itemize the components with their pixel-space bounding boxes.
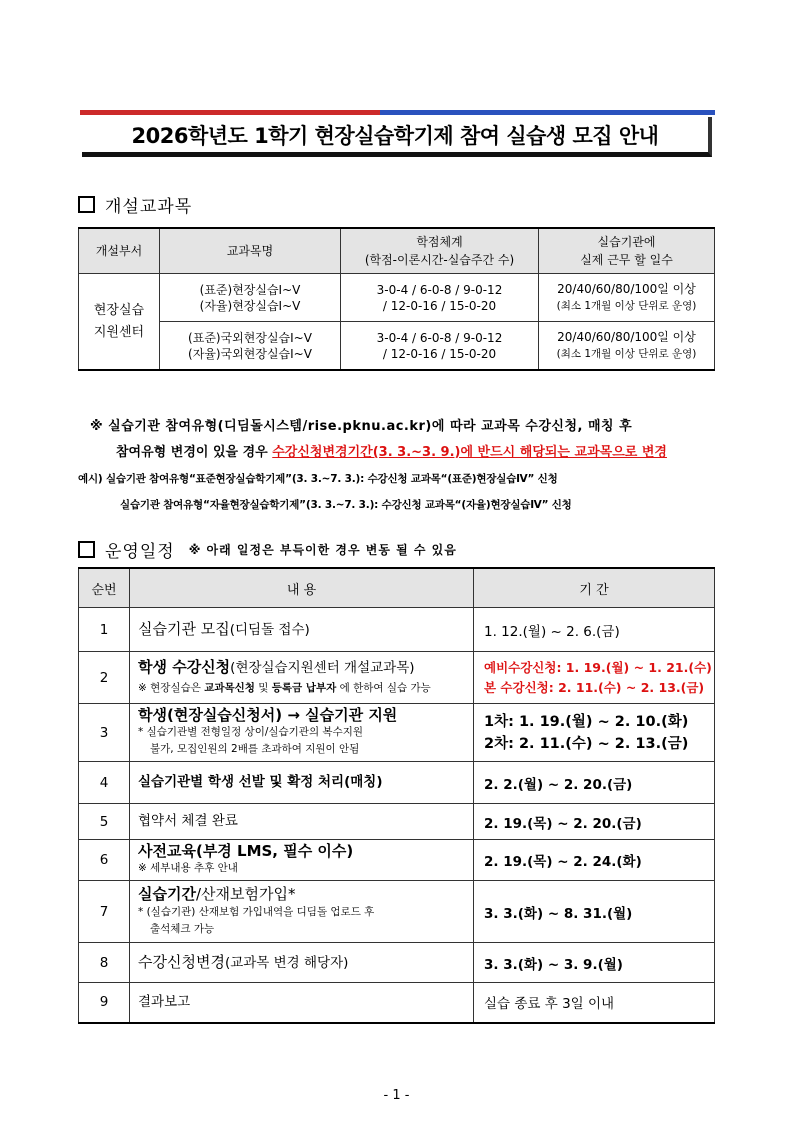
example-line1: 예시) 실습기관 참여유형“표준현장실습학기제”(3. 3.~7. 3.): 수강신청 교과목“(표준)현장실습Ⅳ” 신청 xyxy=(78,473,558,485)
credit-cell: 3-0-4 / 6-0-8 / 9-0-12 / 12-0-16 / 15-0-20 xyxy=(341,274,539,322)
table-header-row xyxy=(79,228,715,274)
table-header-row xyxy=(79,568,715,608)
header-credit: 학점체계 (학점-이론시간-실습주간 수) xyxy=(341,228,539,274)
checkbox-square-icon xyxy=(78,541,95,558)
header-content: 내 용 xyxy=(130,568,474,608)
header-num: 순번 xyxy=(79,568,130,608)
notice-line2: 참여유형 변경이 있을 경우 수강신청변경기간(3. 3.~3. 9.)에 반드시 해당되는 교과목으로 변경 xyxy=(116,445,667,460)
notice-block xyxy=(78,414,715,466)
header-period: 기 간 xyxy=(474,568,715,608)
credit-cell: 3-0-4 / 6-0-8 / 9-0-12 / 12-0-16 / 15-0-20 xyxy=(341,322,539,371)
days-cell: 20/40/60/80/100일 이상 (최소 1개월 이상 단위로 운영) xyxy=(539,274,715,322)
schedule-table xyxy=(78,567,715,1024)
title-bar-red xyxy=(80,110,380,115)
courses-table xyxy=(78,227,715,371)
table-row: 6 사전교육(부경 LMS, 필수 이수) ※ 세부내용 추후 안내 2. 19.(목) ~ 2. 24.(화) xyxy=(79,840,715,881)
dept-cell: 현장실습 지원센터 xyxy=(79,274,160,371)
table-row: 1 실습기관 모집(디딤돌 접수) 1. 12.(월) ~ 2. 6.(금) xyxy=(79,608,715,652)
table-row: 8 수강신청변경(교과목 변경 해당자) 3. 3.(화) ~ 3. 9.(월) xyxy=(79,943,715,983)
header-course: 교과목명 xyxy=(160,228,341,274)
table-row: 3 학생(현장실습신청서) → 실습기관 지원 * 실습기관별 전형일정 상이/실습기관의 복수지원 불가, 모집인원의 2배를 초과하여 지원이 안됨 1차: 1. 19.(월) ~ 2. 10.(화) 2차: 2. 11.(수) ~ 2. 13.(금) xyxy=(79,704,715,762)
header-dept: 개설부서 xyxy=(79,228,160,274)
section-schedule-heading xyxy=(78,537,457,562)
section-title: 개설교과목 xyxy=(105,197,193,217)
page-title: 2026학년도 1학기 현장실습학기제 참여 실습생 모집 안내 xyxy=(82,117,712,157)
header-days: 실습기관에 실제 근무 할 일수 xyxy=(539,228,715,274)
table-row: 4 실습기관별 학생 선발 및 확정 처리(매칭) 2. 2.(월) ~ 2. 20.(금) xyxy=(79,762,715,804)
notice-line1: ※ 실습기관 참여유형(디딤돌시스템/rise.pknu.ac.kr)에 따라 교과목 수강신청, 매칭 후 xyxy=(90,419,633,434)
table-row: 2 학생 수강신청(현장실습지원센터 개설교과목) ※ 현장실습은 교과목신청 및 등록금 납부자 에 한하여 실습 가능 예비수강신청: 1. 19.(월) ~ 1. 21.(수) 본 수강신청: 2. 11.(수) ~ 2. 13.(금) xyxy=(79,652,715,704)
section-title: 운영일정 xyxy=(105,542,175,562)
table-row: 5 협약서 체결 완료 2. 19.(목) ~ 2. 20.(금) xyxy=(79,804,715,840)
title-bar-blue xyxy=(380,110,715,115)
table-row: 7 실습기간/산재보험가입* * (실습기관) 산재보험 가입내역을 디딤돌 업로드 후 출석체크 가능 3. 3.(화) ~ 8. 31.(월) xyxy=(79,881,715,943)
table-row xyxy=(79,274,715,322)
course-cell: (표준)국외현장실습Ⅰ~Ⅴ (자율)국외현장실습Ⅰ~Ⅴ xyxy=(160,322,341,371)
example-line2: 실습기관 참여유형“자율현장실습학기제”(3. 3.~7. 3.): 수강신청 교과목“(자율)현장실습Ⅳ” 신청 xyxy=(120,499,572,511)
checkbox-square-icon xyxy=(78,196,95,213)
section-note: ※ 아래 일정은 부득이한 경우 변동 될 수 있음 xyxy=(188,543,457,557)
days-cell: 20/40/60/80/100일 이상 (최소 1개월 이상 단위로 운영) xyxy=(539,322,715,371)
section-courses-heading xyxy=(78,192,192,217)
page-number: - 1 - xyxy=(383,1088,410,1103)
course-cell: (표준)현장실습Ⅰ~Ⅴ (자율)현장실습Ⅰ~Ⅴ xyxy=(160,274,341,322)
notice-highlight: 수강신청변경기간(3. 3.~3. 9.)에 반드시 해당되는 교과목으로 변경 xyxy=(272,445,667,460)
table-row xyxy=(79,322,715,371)
table-row: 9 결과보고 실습 종료 후 3일 이내 xyxy=(79,983,715,1023)
